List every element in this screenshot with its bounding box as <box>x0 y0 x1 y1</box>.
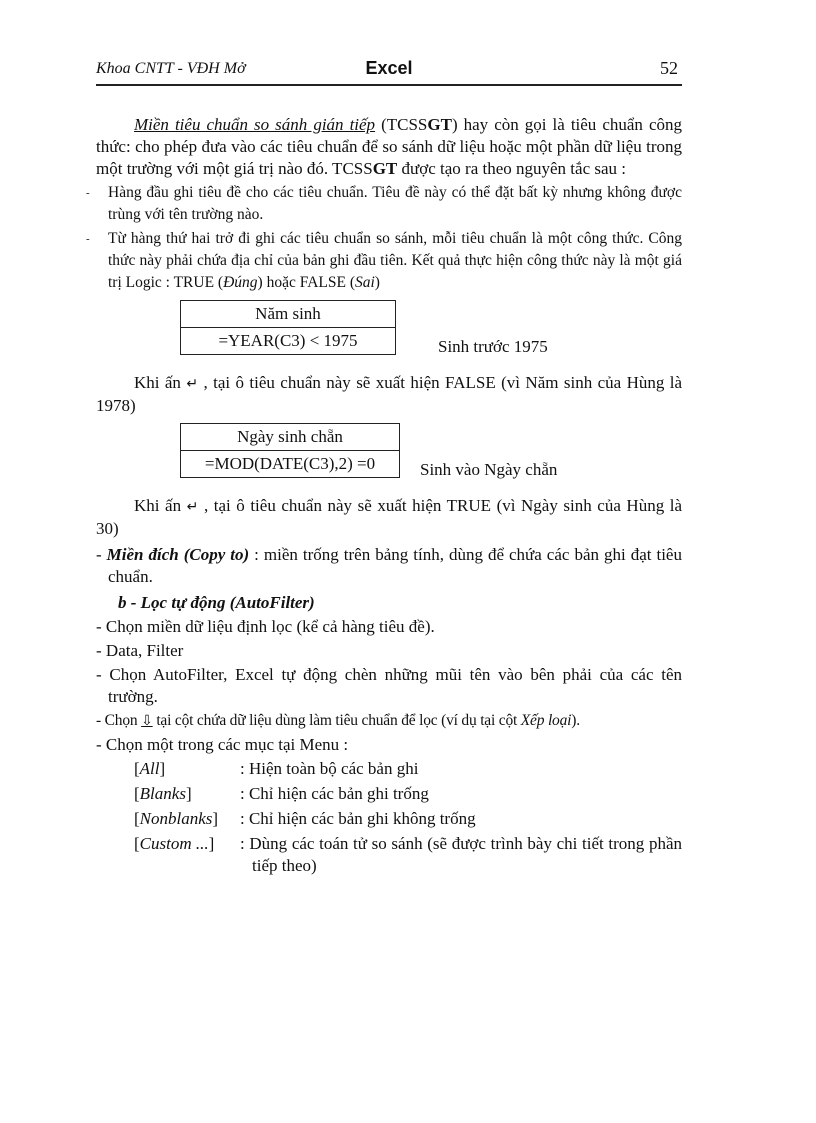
option-key-text: Nonblanks <box>139 809 213 828</box>
page-body <box>86 114 683 877</box>
step-item: - Chọn một trong các mục tại Menu : <box>96 735 349 754</box>
step-item <box>96 710 682 732</box>
step-item: - Data, Filter <box>96 641 184 660</box>
page-number: 52 <box>660 58 678 78</box>
enter-key-icon: ↵ <box>186 376 199 392</box>
bullet-dash: - <box>86 187 90 199</box>
option-key-text: Blanks <box>139 784 186 803</box>
header-department: Khoa CNTT - VĐH Mở <box>96 60 246 77</box>
criteria-example-2 <box>96 423 682 489</box>
bullet-dash: - <box>96 545 107 564</box>
rule-2-mid: ) hoặc FALSE ( <box>257 274 355 291</box>
step-text: tại cột chứa dữ liệu dùng làm tiêu chuẩn để lọc (ví dụ tại cột <box>152 712 521 729</box>
option-key: [Custom ...] <box>134 834 215 853</box>
intro-text-c: ) hay còn gọi là tiêu chuẩn công thức: cho phép đưa vào các tiêu chuẩn để so sánh dữ liệu hoặc một phần dữ liệu trong một trường với một giá trị nào đó. TCSS <box>96 115 682 178</box>
intro-text-d: GT <box>372 159 398 178</box>
copy-to-text: : miền trống trên bảng tính, dùng để chứa các bản ghi đạt tiêu chuẩn. <box>108 545 682 586</box>
section-heading: b - Lọc tự động (AutoFilter) <box>118 593 315 612</box>
criteria-table-1 <box>180 300 396 355</box>
intro-term: Miền tiêu chuẩn so sánh gián tiếp <box>134 115 376 134</box>
rule-2-end: ) <box>374 274 380 291</box>
rule-item <box>86 182 682 226</box>
explain-text: Khi ấn <box>134 496 187 515</box>
option-desc: : Hiện toàn bộ các bản ghi <box>240 759 419 778</box>
step-text: ). <box>571 712 580 729</box>
option-key-text: Custom ... <box>139 834 209 853</box>
page-header <box>96 58 682 86</box>
option-desc: : Chỉ hiện các bản ghi trống <box>240 784 429 803</box>
intro-text-b: GT <box>427 115 452 134</box>
example-2-explanation <box>96 495 682 540</box>
step-item: - Chọn AutoFilter, Excel tự động chèn những mũi tên vào bên phải của các tên trường. <box>96 665 682 706</box>
option-desc: : Dùng các toán tử so sánh (sẽ được trình bày chi tiết trong phần tiếp theo) <box>240 834 682 875</box>
example-1-explanation <box>96 372 682 417</box>
header-title: Excel <box>365 58 413 78</box>
copy-to-item <box>96 544 682 588</box>
intro-paragraph <box>96 114 682 180</box>
rule-item <box>86 228 682 294</box>
explain-text: Khi ấn <box>134 373 187 392</box>
criteria-table-2 <box>180 423 400 478</box>
option-key: [Blanks] <box>134 784 192 803</box>
step-text: - Chọn <box>96 712 142 729</box>
option-key-text: All <box>139 759 160 778</box>
criteria-example-1 <box>96 300 682 366</box>
option-desc: : Chỉ hiện các bản ghi không trống <box>240 809 476 828</box>
column-name: Xếp loại <box>520 712 572 729</box>
menu-option <box>134 783 682 805</box>
rule-2-text: Từ hàng thứ hai trở đi ghi các tiêu chuẩn so sánh, mỗi tiêu chuẩn là một công thức. Công thức này phải chứa địa chỉ của bản ghi đầu tiên. Kết quả thực hiện công thức này là một giá trị Logic : TRUE ( <box>108 230 682 291</box>
enter-key-icon: ↵ <box>186 499 199 515</box>
criteria-note: Sinh vào Ngày chẵn <box>420 460 558 479</box>
menu-options-list <box>134 758 682 877</box>
intro-text-e: được tạo ra theo nguyên tắc sau : <box>397 159 627 178</box>
explain-text: , tại ô tiêu chuẩn này sẽ xuất hiện TRUE (vì Ngày sinh của Hùng là 30) <box>96 496 683 538</box>
bullet-dash: - <box>86 233 90 245</box>
menu-option <box>134 833 682 877</box>
copy-to-term: Miền đích (Copy to) <box>106 545 250 564</box>
criteria-header: Ngày sinh chẵn <box>181 424 400 451</box>
menu-option <box>134 758 682 780</box>
option-key: [All] <box>134 759 166 778</box>
intro-text-a: (TCSS <box>375 115 428 134</box>
criteria-header: Năm sinh <box>181 301 396 328</box>
criteria-note: Sinh trước 1975 <box>438 337 548 356</box>
rule-2-true: Đúng <box>223 274 258 291</box>
explain-text: , tại ô tiêu chuẩn này sẽ xuất hiện FALSE (vì Năm sinh của Hùng là 1978) <box>96 373 683 415</box>
rule-2-false: Sai <box>354 274 375 291</box>
menu-option <box>134 808 682 830</box>
filter-arrow-icon: ⇩ <box>141 713 153 729</box>
criteria-formula: =MOD(DATE(C3),2) =0 <box>181 451 400 478</box>
option-key: [Nonblanks] <box>134 809 219 828</box>
step-item: - Chọn miền dữ liệu định lọc (kể cả hàng tiêu đề). <box>96 617 435 636</box>
rule-1-text: Hàng đầu ghi tiêu đề cho các tiêu chuẩn. Tiêu đề này có thể đặt bất kỳ nhưng không được trùng với tên trường nào. <box>108 184 682 223</box>
criteria-formula: =YEAR(C3) < 1975 <box>181 328 396 355</box>
